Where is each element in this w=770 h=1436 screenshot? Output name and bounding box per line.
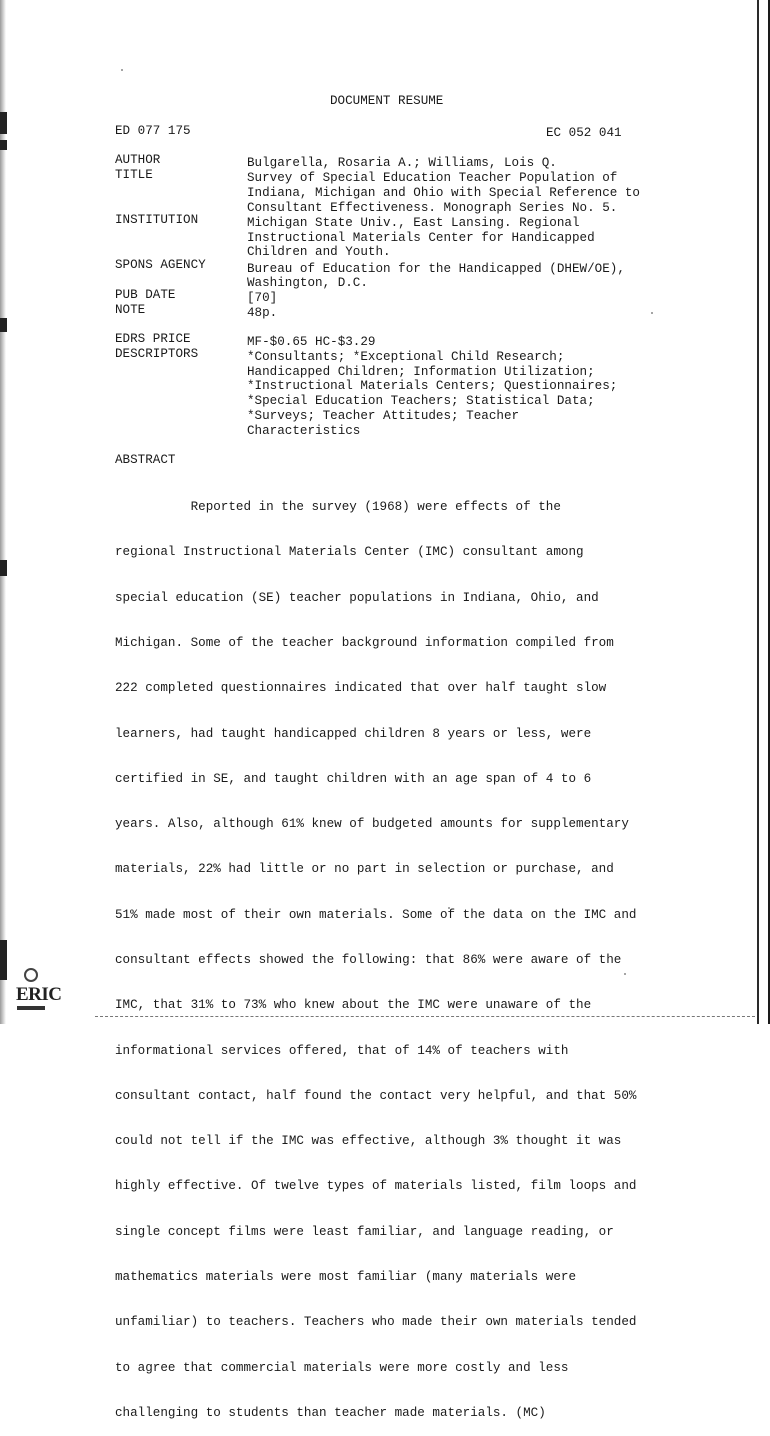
field-value-line: Children and Youth. <box>247 245 391 259</box>
abstract-line: mathematics materials were most familiar (many materials were <box>115 1269 577 1284</box>
scan-edge-mark <box>0 318 7 332</box>
field-value-line: Indiana, Michigan and Ohio with Special Reference to <box>247 186 640 200</box>
field-value-line: Bulgarella, Rosaria A.; Williams, Lois Q. <box>247 156 557 170</box>
abstract-label: ABSTRACT <box>115 453 176 467</box>
ec-number: EC 052 041 <box>546 126 622 140</box>
abstract-line: 222 completed questionnaires indicated that over half taught slow <box>115 681 607 696</box>
eric-logo-text: ERIC <box>16 984 62 1005</box>
field-label: PUB DATE <box>115 288 176 302</box>
abstract-line: special education (SE) teacher populations in Indiana, Ohio, and <box>115 590 599 605</box>
scan-edge-mark <box>0 140 7 150</box>
abstract-line: certified in SE, and taught children with an age span of 4 to 6 <box>115 771 592 786</box>
abstract-body <box>115 470 636 1436</box>
field-value-line: MF-$0.65 HC-$3.29 <box>247 335 376 349</box>
field-value-line: *Surveys; Teacher Attitudes; Teacher <box>247 409 520 423</box>
ed-number: ED 077 175 <box>115 124 191 138</box>
field-label: DESCRIPTORS <box>115 347 199 361</box>
abstract-line: years. Also, although 61% knew of budgeted amounts for supplementary <box>115 817 629 832</box>
abstract-line: Reported in the survey (1968) were effects of the <box>115 500 561 515</box>
eric-logo-bar <box>17 1006 45 1010</box>
field-label: INSTITUTION <box>115 213 199 227</box>
field-value-line: Washington, D.C. <box>247 276 368 290</box>
abstract-line: consultant effects showed the following: that 86% were aware of the <box>115 953 622 967</box>
abstract-line: highly effective. Of twelve types of materials listed, film loops and <box>115 1179 637 1194</box>
scan-speck <box>121 69 123 71</box>
field-value-line: Consultant Effectiveness. Monograph Series No. 5. <box>247 201 618 215</box>
scan-edge-mark <box>0 112 7 134</box>
field-value-line: *Instructional Materials Centers; Questionnaires; <box>247 379 618 393</box>
field-value-line: Survey of Special Education Teacher Population of <box>247 171 618 185</box>
abstract-line: consultant contact, half found the contact very helpful, and that 50% <box>115 1088 637 1103</box>
field-label: SPONS AGENCY <box>115 258 206 272</box>
field-value-line: Instructional Materials Center for Handicapped <box>247 231 595 245</box>
scan-left-edge <box>0 0 6 1024</box>
abstract-line: 51% made most of their own materials. Some of the data on the IMC and <box>115 907 637 922</box>
document-title: DOCUMENT RESUME <box>330 94 444 108</box>
abstract-line: to agree that commercial materials were more costly and less <box>115 1360 569 1375</box>
scan-edge-mark <box>0 560 7 576</box>
field-value-line: [70] <box>247 291 278 305</box>
abstract-line: unfamiliar) to teachers. Teachers who made their own materials tended <box>115 1315 637 1330</box>
abstract-line: could not tell if the IMC was effective, although 3% thought it was <box>115 1134 622 1149</box>
field-value-line: Characteristics <box>247 424 361 438</box>
abstract-line: single concept films were least familiar, and language reading, or <box>115 1224 614 1239</box>
eric-logo <box>16 968 62 1012</box>
field-label: AUTHOR <box>115 153 161 167</box>
abstract-line: materials, 22% had little or no part in selection or purchase, and <box>115 862 614 877</box>
abstract-line: regional Instructional Materials Center (IMC) consultant among <box>115 545 584 560</box>
field-value-line: Handicapped Children; Information Utilization; <box>247 365 595 379</box>
field-label: EDRS PRICE <box>115 332 191 346</box>
abstract-line: Michigan. Some of the teacher background information compiled from <box>115 636 614 651</box>
abstract-line: challenging to students than teacher made materials. (MC) <box>115 1405 546 1420</box>
field-value-line: 48p. <box>247 306 278 320</box>
scan-right-rule <box>757 0 759 1024</box>
scan-edge-mark <box>0 940 7 980</box>
abstract-line: informational services offered, that of 14% of teachers with <box>115 1043 569 1058</box>
abstract-line: IMC, that 31% to 73% who knew about the IMC were unaware of the <box>115 998 592 1013</box>
field-value-line: *Special Education Teachers; Statistical Data; <box>247 394 595 408</box>
field-label: NOTE <box>115 303 146 317</box>
field-value-line: *Consultants; *Exceptional Child Research; <box>247 350 565 364</box>
field-value-line: Michigan State Univ., East Lansing. Regional <box>247 216 580 230</box>
abstract-line: learners, had taught handicapped children 8 years or less, were <box>115 726 592 741</box>
field-value-line: Bureau of Education for the Handicapped (DHEW/OE), <box>247 262 625 276</box>
field-label: TITLE <box>115 168 153 182</box>
globe-icon <box>24 968 38 982</box>
